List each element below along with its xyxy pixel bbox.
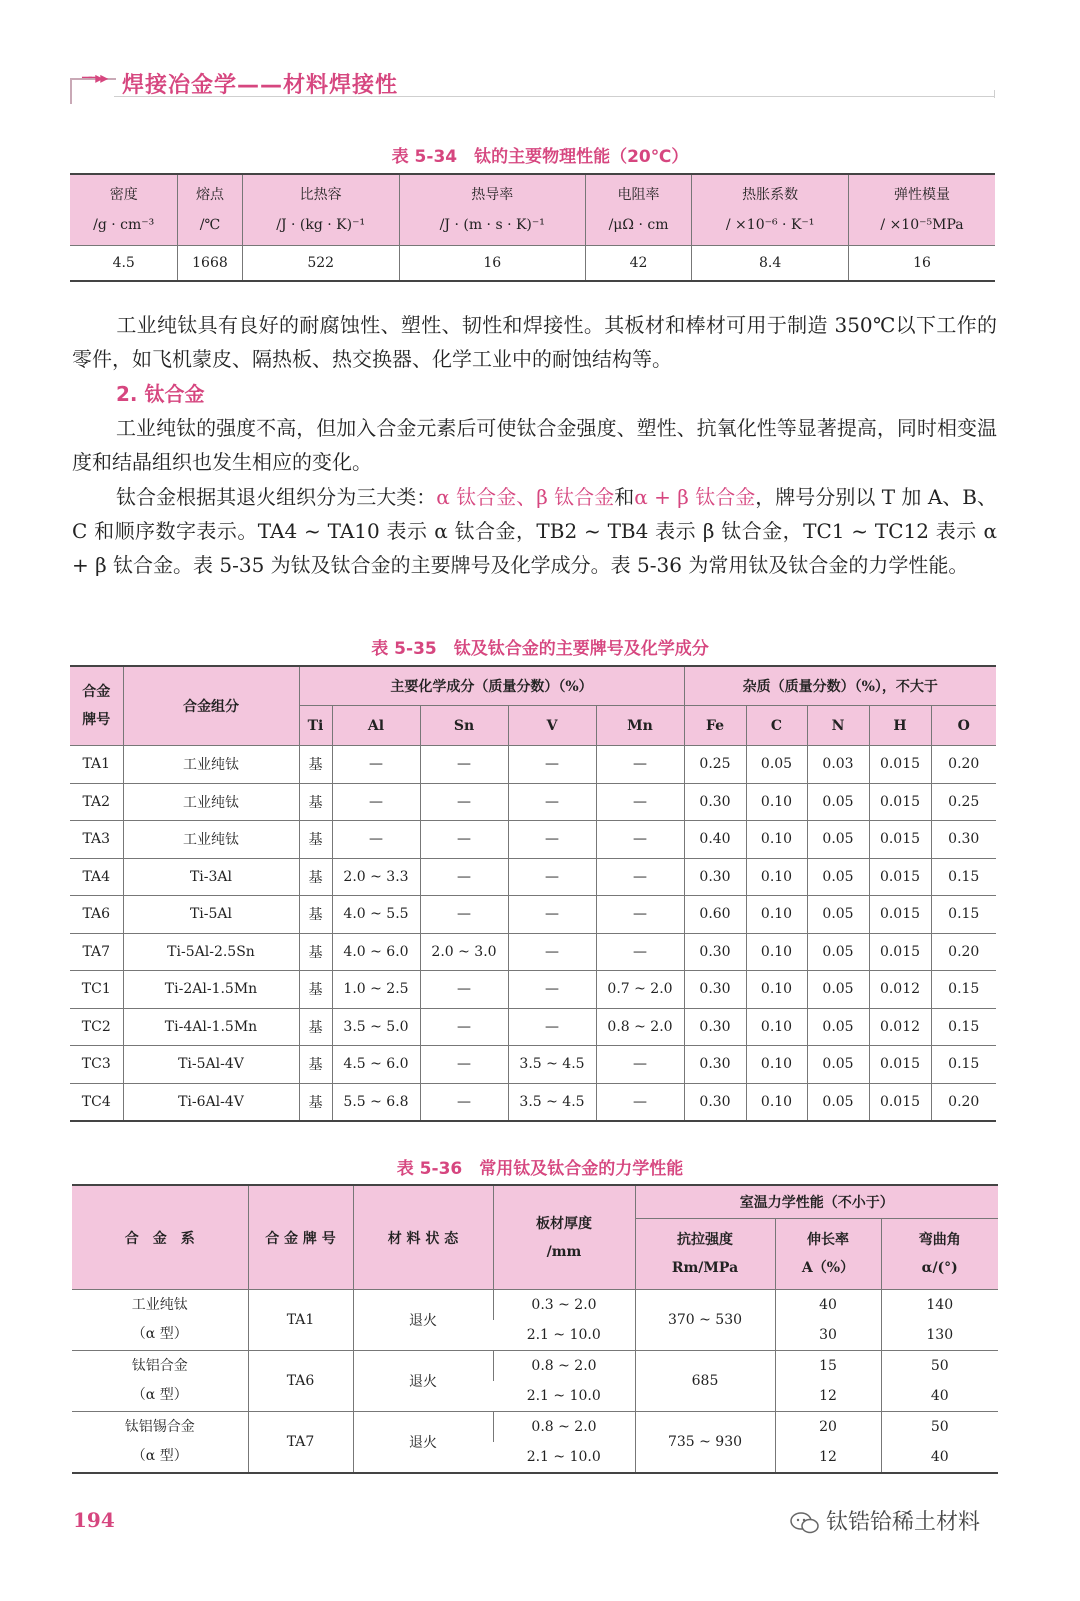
element-header: Ti <box>299 706 332 746</box>
alloy-grade-cell: TA7 <box>248 1412 353 1474</box>
thickness-cell: 0.3 ~ 2.0 <box>493 1290 635 1321</box>
wechat-icon <box>790 1512 820 1534</box>
paragraph-pure-titanium: 工业纯钛具有良好的耐腐蚀性、塑性、韧性和焊接性。其板材和棒材可用于制造 350℃以下工作的零件，如飞机蒙皮、隔热板、热交换器、化学工业中的耐蚀结构等。 <box>72 313 997 371</box>
page-number: 194 <box>73 1508 115 1532</box>
table-cell: 基 <box>299 933 332 971</box>
table-cell: 4.5 ~ 6.0 <box>332 1046 420 1084</box>
table-cell: — <box>420 1083 508 1121</box>
group-header: 合金组分 <box>123 666 299 746</box>
table-cell: 0.015 <box>869 1083 931 1121</box>
paragraph-alloy-strength: 工业纯钛的强度不高，但加入合金元素后可使钛合金强度、塑性、抗氧化性等显著提高，同时相变温度和结晶组织也发生相应的变化。 <box>72 416 997 474</box>
elongation-cell: 30 <box>775 1320 881 1351</box>
table-cell: — <box>332 821 420 859</box>
thickness-cell: 0.8 ~ 2.0 <box>493 1351 635 1382</box>
table-cell: 0.05 <box>807 933 869 971</box>
table-cell: — <box>420 1008 508 1046</box>
series-header: 合 金 系 <box>72 1185 248 1290</box>
table-cell: — <box>508 858 596 896</box>
table-cell: 0.30 <box>684 933 746 971</box>
table-cell: Ti-3Al <box>123 858 299 896</box>
table-cell: Ti-6Al-4V <box>123 1083 299 1121</box>
table-row <box>70 971 996 1009</box>
alloy-series-cell: 钛铝锡合金 （α 型） <box>72 1412 248 1474</box>
bend-angle-cell: 130 <box>881 1320 998 1351</box>
table-cell: 0.03 <box>807 746 869 784</box>
table-cell: TA2 <box>70 783 123 821</box>
table-cell: 0.30 <box>684 1046 746 1084</box>
thickness-cell: 2.1 ~ 10.0 <box>526 1388 601 1404</box>
elongation-cell: 40 <box>775 1290 881 1321</box>
table-row <box>72 1290 998 1321</box>
table-cell: — <box>420 783 508 821</box>
tensile-header: 抗拉强度 Rm/MPa <box>635 1219 775 1290</box>
table-cell: 0.15 <box>931 896 996 934</box>
table-row <box>70 1083 996 1121</box>
table-cell: 0.015 <box>869 858 931 896</box>
table-row <box>70 933 996 971</box>
physical-property-value: 42 <box>585 246 692 282</box>
alloy-series-cell: 工业纯钛 （α 型） <box>72 1290 248 1351</box>
element-header: N <box>807 706 869 746</box>
table-cell: 0.05 <box>807 1046 869 1084</box>
elongation-cell: 12 <box>775 1381 881 1412</box>
table-cell: Ti-5Al <box>123 896 299 934</box>
table-cell: 0.05 <box>807 783 869 821</box>
table-cell: 0.30 <box>684 783 746 821</box>
table-cell: — <box>420 821 508 859</box>
table-cell: 3.5 ~ 5.0 <box>332 1008 420 1046</box>
header-rule <box>114 96 995 97</box>
bend-angle-cell: 50 <box>881 1351 998 1382</box>
elongation-header: 伸长率 A（%） <box>775 1219 881 1290</box>
table-cell: — <box>596 858 684 896</box>
elongation-cell: 15 <box>775 1351 881 1382</box>
bend-angle-cell: 40 <box>881 1381 998 1412</box>
table-cell: 0.10 <box>746 783 807 821</box>
table-cell: 0.05 <box>807 821 869 859</box>
element-header: O <box>931 706 996 746</box>
table-row <box>72 1351 998 1382</box>
table-cell: 0.012 <box>869 1008 931 1046</box>
table-row <box>70 896 996 934</box>
table-cell: TC4 <box>70 1083 123 1121</box>
physical-property-header: 密度 /g · cm⁻³ <box>70 174 178 246</box>
alloy-grade-cell: TA1 <box>248 1290 353 1351</box>
table-cell: 0.10 <box>746 933 807 971</box>
table-cell: — <box>332 746 420 784</box>
grade-header: 合 金 牌 号 <box>248 1185 353 1290</box>
bend-angle-cell: 40 <box>881 1442 998 1473</box>
table-cell: 0.10 <box>746 1083 807 1121</box>
table-cell: 0.8 ~ 2.0 <box>596 1008 684 1046</box>
table-row <box>70 821 996 859</box>
table-cell: 0.015 <box>869 821 931 859</box>
material-state-cell: 退火 <box>353 1412 493 1474</box>
table-cell: 基 <box>299 971 332 1009</box>
table-cell: 基 <box>299 783 332 821</box>
alpha-plus-beta-alloy-term: α + β 钛合金 <box>634 485 756 509</box>
table-cell: 基 <box>299 1046 332 1084</box>
tensile-cell: 685 <box>635 1351 775 1412</box>
table-cell: — <box>596 783 684 821</box>
table-cell: 0.05 <box>746 746 807 784</box>
table-cell: — <box>508 971 596 1009</box>
table-cell: — <box>508 1008 596 1046</box>
table-cell: TA7 <box>70 933 123 971</box>
table-row <box>70 746 996 784</box>
table-cell: 工业纯钛 <box>123 821 299 859</box>
element-header: H <box>869 706 931 746</box>
table-536-caption: 表 5-36 常用钛及钛合金的力学性能 <box>396 1159 684 1179</box>
table-cell: 0.25 <box>684 746 746 784</box>
table-cell: — <box>332 783 420 821</box>
table-cell: — <box>420 858 508 896</box>
thickness-cell: 2.1 ~ 10.0 <box>526 1449 601 1465</box>
table-cell: 基 <box>299 1083 332 1121</box>
header-rule-end <box>994 90 995 98</box>
element-header: V <box>508 706 596 746</box>
table-cell: TA3 <box>70 821 123 859</box>
section-heading-titanium-alloy: 2. 钛合金 <box>116 382 205 406</box>
table-cell: 3.5 ~ 4.5 <box>508 1046 596 1084</box>
table-cell: 0.30 <box>931 821 996 859</box>
table-cell: 0.05 <box>807 896 869 934</box>
table-cell: Ti-4Al-1.5Mn <box>123 1008 299 1046</box>
physical-property-header: 熔点 /℃ <box>178 174 242 246</box>
table-cell: — <box>508 746 596 784</box>
physical-property-value: 8.4 <box>692 246 849 282</box>
table-cell: 0.15 <box>931 858 996 896</box>
table-535-caption: 表 5-35 钛及钛合金的主要牌号及化学成分 <box>371 639 709 659</box>
tensile-cell: 370 ~ 530 <box>635 1290 775 1351</box>
table-cell: TA1 <box>70 746 123 784</box>
elongation-cell: 12 <box>775 1442 881 1473</box>
grade-header: 合金 牌号 <box>70 666 123 746</box>
table-row <box>72 1412 998 1443</box>
table-cell: — <box>508 783 596 821</box>
table-cell: 0.60 <box>684 896 746 934</box>
table-cell: Ti-5Al-4V <box>123 1046 299 1084</box>
table-cell: 2.0 ~ 3.3 <box>332 858 420 896</box>
physical-property-value: 522 <box>242 246 399 282</box>
thickness-header: 板材厚度 /mm <box>493 1185 635 1290</box>
physical-property-header: 热导率 /J · (m · s · K)⁻¹ <box>399 174 585 246</box>
state-header: 材 料 状 态 <box>353 1185 493 1290</box>
alloy-grade-cell: TA6 <box>248 1351 353 1412</box>
thickness-cell: 0.8 ~ 2.0 <box>493 1412 635 1443</box>
physical-property-value: 16 <box>849 246 996 282</box>
table-cell: 0.15 <box>931 1008 996 1046</box>
table-cell: — <box>596 1083 684 1121</box>
table-cell: 2.0 ~ 3.0 <box>420 933 508 971</box>
table-cell: — <box>508 821 596 859</box>
material-state-cell: 退火 <box>353 1290 493 1351</box>
table-cell: 基 <box>299 1008 332 1046</box>
table-cell: 0.15 <box>931 971 996 1009</box>
table-cell: 0.05 <box>807 858 869 896</box>
table-cell: 0.10 <box>746 858 807 896</box>
table-cell: — <box>420 896 508 934</box>
table-cell: — <box>420 971 508 1009</box>
watermark: 钛锆铪稀土材料 <box>790 1505 980 1536</box>
table-cell: 1.0 ~ 2.5 <box>332 971 420 1009</box>
element-header: Fe <box>684 706 746 746</box>
table-cell: 0.10 <box>746 1046 807 1084</box>
header-title: 焊接冶金学——材料焊接性 <box>122 73 399 98</box>
element-header: Mn <box>596 706 684 746</box>
table-cell: TA4 <box>70 858 123 896</box>
table-cell: 0.30 <box>684 1083 746 1121</box>
table-cell: TA6 <box>70 896 123 934</box>
table-cell: 0.10 <box>746 896 807 934</box>
paragraph-alloy-classes: 钛合金根据其退火组织分为三大类：α 钛合金、β 钛合金和α + β 钛合金，牌号分别以 T 加 A、B、C 和顺序数字表示。TA4 ~ TA10 表示 α 钛合金，TB2 ~ TB4 表示 β 钛合金，TC1 ~ TC12 表示 α + β 钛合金。表 5-35 为钛及钛合金的主要牌号及化学成分。表 5-36 为常用钛及钛合金的力学性能。 <box>72 485 998 577</box>
table-cell: 工业纯钛 <box>123 746 299 784</box>
table-cell: 0.05 <box>807 1008 869 1046</box>
alloy-series-cell: 钛铝合金 （α 型） <box>72 1351 248 1412</box>
table-cell: 0.30 <box>684 858 746 896</box>
table-cell: 0.30 <box>684 1008 746 1046</box>
impurity-header: 杂质（质量分数）（%），不大于 <box>684 666 996 706</box>
elongation-cell: 20 <box>775 1412 881 1443</box>
table-cell: Ti-2Al-1.5Mn <box>123 971 299 1009</box>
table-cell: TC3 <box>70 1046 123 1084</box>
element-header: Sn <box>420 706 508 746</box>
table-cell: 3.5 ~ 4.5 <box>508 1083 596 1121</box>
table-cell: 基 <box>299 896 332 934</box>
element-header: Al <box>332 706 420 746</box>
table-cell: 0.20 <box>931 933 996 971</box>
table-cell: 0.10 <box>746 1008 807 1046</box>
table-cell: — <box>420 746 508 784</box>
table-cell: 0.20 <box>931 1083 996 1121</box>
table-cell: — <box>508 896 596 934</box>
table-cell: 0.30 <box>684 971 746 1009</box>
physical-property-header: 热胀系数 / ×10⁻⁶ · K⁻¹ <box>692 174 849 246</box>
table-cell: 0.10 <box>746 971 807 1009</box>
table-cell: 0.015 <box>869 896 931 934</box>
table-534 <box>70 173 995 282</box>
tensile-cell: 735 ~ 930 <box>635 1412 775 1474</box>
table-cell: Ti-5Al-2.5Sn <box>123 933 299 971</box>
alpha-beta-alloy-term: α 钛合金、β 钛合金 <box>436 485 615 509</box>
table-cell: TC1 <box>70 971 123 1009</box>
table-cell: 0.015 <box>869 746 931 784</box>
table-cell: — <box>596 746 684 784</box>
table-cell: — <box>596 896 684 934</box>
running-header <box>70 70 995 102</box>
element-header: C <box>746 706 807 746</box>
arrow-icon: ──▸▸ <box>82 68 106 87</box>
table-cell: 基 <box>299 746 332 784</box>
material-state-cell: 退火 <box>353 1351 493 1412</box>
table-cell: 4.0 ~ 6.0 <box>332 933 420 971</box>
table-534-caption: 表 5-34 钛的主要物理性能（20℃） <box>391 147 689 167</box>
table-cell: 0.015 <box>869 783 931 821</box>
physical-property-value: 16 <box>399 246 585 282</box>
table-cell: 0.015 <box>869 933 931 971</box>
table-cell: — <box>596 1046 684 1084</box>
table-cell: — <box>596 933 684 971</box>
table-cell: 0.40 <box>684 821 746 859</box>
thickness-cell: 2.1 ~ 10.0 <box>526 1327 601 1343</box>
table-cell: 0.25 <box>931 783 996 821</box>
table-cell: 工业纯钛 <box>123 783 299 821</box>
table-cell: TC2 <box>70 1008 123 1046</box>
table-row <box>70 1008 996 1046</box>
table-cell: 4.0 ~ 5.5 <box>332 896 420 934</box>
bend-angle-cell: 50 <box>881 1412 998 1443</box>
table-cell: 基 <box>299 821 332 859</box>
table-cell: — <box>420 1046 508 1084</box>
physical-property-header: 电阻率 /μΩ · cm <box>585 174 692 246</box>
table-535 <box>70 665 996 1122</box>
bend-angle-cell: 140 <box>881 1290 998 1321</box>
table-cell: 5.5 ~ 6.8 <box>332 1083 420 1121</box>
physical-property-value: 1668 <box>178 246 242 282</box>
table-cell: 0.20 <box>931 746 996 784</box>
table-cell: 基 <box>299 858 332 896</box>
table-cell: 0.10 <box>746 821 807 859</box>
room-temp-header: 室温力学性能（不小于） <box>635 1185 998 1219</box>
main-composition-header: 主要化学成分（质量分数）（%） <box>299 666 684 706</box>
table-cell: 0.05 <box>807 1083 869 1121</box>
table-cell: 0.15 <box>931 1046 996 1084</box>
physical-property-header: 弹性模量 / ×10⁻⁵MPa <box>849 174 996 246</box>
table-cell: 0.05 <box>807 971 869 1009</box>
physical-property-value: 4.5 <box>70 246 178 282</box>
table-cell: — <box>508 933 596 971</box>
table-row <box>70 783 996 821</box>
table-row <box>70 1046 996 1084</box>
table-cell: 0.7 ~ 2.0 <box>596 971 684 1009</box>
bend-angle-header: 弯曲角 α/(°) <box>881 1219 998 1290</box>
physical-property-header: 比热容 /J · (kg · K)⁻¹ <box>242 174 399 246</box>
table-cell: 0.012 <box>869 971 931 1009</box>
table-536 <box>72 1184 998 1474</box>
table-cell: — <box>596 821 684 859</box>
table-row <box>70 858 996 896</box>
table-cell: 0.015 <box>869 1046 931 1084</box>
